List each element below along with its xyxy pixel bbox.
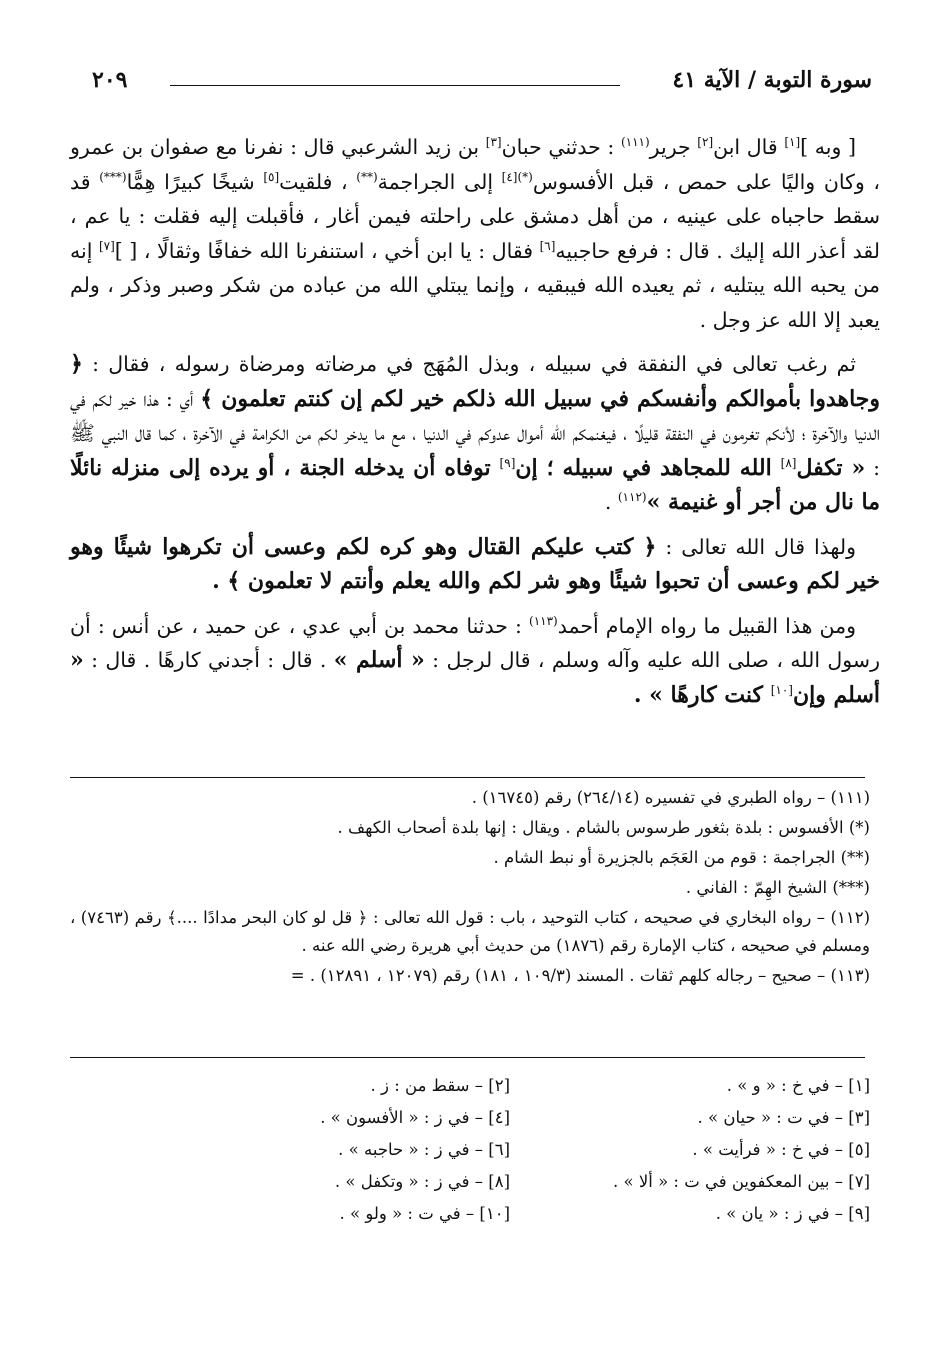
text-run: إنه من يحبه الله يبتليه ، ثم يعيده الله فيبقيه ، وإنما يبتلي الله من عباده من شكر وصبر وذكر ، ولم يعبد إلا الله عز وجل . [70,238,880,332]
text-run: أي : هذا خير لكم في الدنيا والآخرة ؛ لأنكم تغرمون في النفقة قليلًا ، فيغنمكم الله أموال عدوكم في الدنيا ، مع ما يدخر لكم من الكرامة في الآخرة ، كما قال النبي ﷺ : [70,386,880,480]
footnote-marker: [٢] [697,135,714,150]
header-rule [170,85,620,86]
text-run: [ وبه ] [800,135,856,159]
text-run: جرير [649,135,698,159]
footnote-marker: [٥] [263,169,280,184]
footnote-marker: (***) [99,169,127,184]
page-number: ٢٠٩ [92,67,128,93]
text-run: . قال : أجدني كارهًا . قال : [83,648,334,672]
footnote: (*) الأفسوس : بلدة بثغور طرسوس بالشام . ويقال : إنها بلدة أصحاب الكهف . [337,818,870,837]
quoted-text: « تكفل [796,454,866,481]
text-run: فقال : يا ابن أخي ، استنفرنا الله خفافًا وثقالًا ، [ ] [114,238,540,263]
quoted-text: كنت كارهًا » . [633,681,771,708]
footnote-marker: (*)[٤] [501,169,533,184]
text-run: ثم رغب تعالى في النفقة في سبيله ، وبذل المُهَج في مرضاته ومرضاة رسوله ، فقال : [82,352,856,376]
variant-note: [٢] – سقط من : ز . [370,1076,510,1095]
paragraph [70,530,880,599]
variant-note: [٥] – في خ : « فرأيت » . [692,1140,870,1159]
footnote: (**) الجراجمة : قوم من العَجَم بالجزيرة أو نبط الشام . [493,848,870,867]
footnote-marker: [١٠] [770,682,793,697]
quoted-text: توفاه أن يدخله الجنة ، أو يرده إلى منزله نائلًا ما نال من أجر أو غنيمة » [70,454,880,515]
quoted-text: « أسلم وإن [70,647,880,708]
footnote-marker: [٣] [485,135,502,150]
variant-note: [٤] – في ز : « الأفسون » . [320,1108,510,1127]
variant-note: [٦] – في ز : « حاجبه » . [338,1140,510,1159]
main-text [70,130,880,722]
footnote-marker: (١١١) [620,135,650,150]
footnote-marker: [٨] [780,455,797,470]
text-run: : حدثنا محمد بن أبي عدي ، عن حميد ، عن أنس : أن رسول الله ، صلى الله عليه وآله وسلم ، قال لرجل : [70,613,880,672]
text-run: . [604,490,618,514]
footnote-marker: [١] [784,135,801,150]
text-run: ولهذا قال الله تعالى : [656,534,856,559]
footnote-marker: (١١٢) [617,490,647,505]
quoted-text: ﴿ وجاهدوا بأموالكم وأنفسكم في سبيل الله ذلكم خير لكم إن كنتم تعلمون ﴾ [70,351,880,412]
footnote-marker: (١١٣) [529,613,558,628]
variant-note: [٣] – في ت : « حيان » . [697,1108,870,1127]
variant-note: [٨] – في ز : « وتكفل » . [334,1172,510,1191]
text-run: ، فلقيت [279,169,357,194]
quoted-text: ﴿ كتب عليكم القتال وهو كره لكم وعسى أن تكرهوا شيئًا وهو خير لكم وعسى أن تحبوا شيئًا وهو شر لكم والله يعلم وأنتم لا تعلمون ﴾ . [70,533,880,594]
text-run: ومن هذا القبيل ما رواه الإمام أحمد [557,613,856,638]
paragraph [70,609,880,713]
footnotes [70,784,870,992]
text-run: بن زيد الشرعبي قال : نفرنا مع صفوان بن عمرو ، وكان واليًا على حمص ، قبل الأفسوس [70,135,881,194]
quoted-text: الله للمجاهد في سبيله ؛ إن [515,454,781,481]
footnote: (***) الشيخ الهِمّ : الفاني . [685,878,870,897]
footnote-marker: [٦] [539,238,556,253]
footnote: (١١٢) – رواه البخاري في صحيحه ، كتاب التوحيد ، باب : قول الله تعالى : ﴿ قل لو كان البحر مدادًا ....﴾ رقم (٧٤٦٣) ، ومسلم في صحيحه ، كتاب الإمارة رقم (١٨٧٦) من حديث أبي هريرة رضي الله عنه . [70,908,870,955]
footnote: (١١١) – رواه الطبري في تفسيره (٢٦٤/١٤) رقم (١٦٧٤٥) . [471,788,870,807]
footnote-marker: [٩] [499,455,516,470]
manuscript-variants [150,1072,870,1228]
text-run: قال ابن [713,135,785,159]
variant-note: [١٠] – في ت : « ولو » . [339,1204,510,1223]
text-run: إلى الجراجمة [377,169,502,194]
quoted-text: « أسلم » [333,647,425,673]
text-run: قد سقط حاجباه على عينيه ، من أهل دمشق على راحلته فيمن أغار ، فأقبلت إليه فقلت : يا عم ، لقد أعذر الله إليك . قال : فرفع حاجبيه [70,169,880,263]
footnote-marker: (**) [356,169,378,184]
text-run: شيخًا كبيرًا هِمًّا [126,169,264,194]
footnote-marker: [٧] [98,238,115,253]
paragraph [70,130,880,337]
text-run: : حدثني حبان [501,135,621,159]
page-header [92,62,872,98]
variants-divider [70,1057,865,1058]
running-title: سورة التوبة / الآية ٤١ [672,67,872,93]
variant-note: [١] – في خ : « و » . [726,1076,870,1095]
footnote: (١١٣) – صحيح – رجاله كلهم ثقات . المسند (١٠٩/٣ ، ١٨١) رقم (١٢٠٧٩ ، ١٢٨٩١) . = [290,966,870,985]
variant-note: [٩] – في ز : « يان » . [715,1204,870,1223]
footnotes-divider [70,777,865,778]
variant-note: [٧] – بين المعكفوين في ت : « ألا » . [613,1172,870,1191]
paragraph [70,347,880,520]
